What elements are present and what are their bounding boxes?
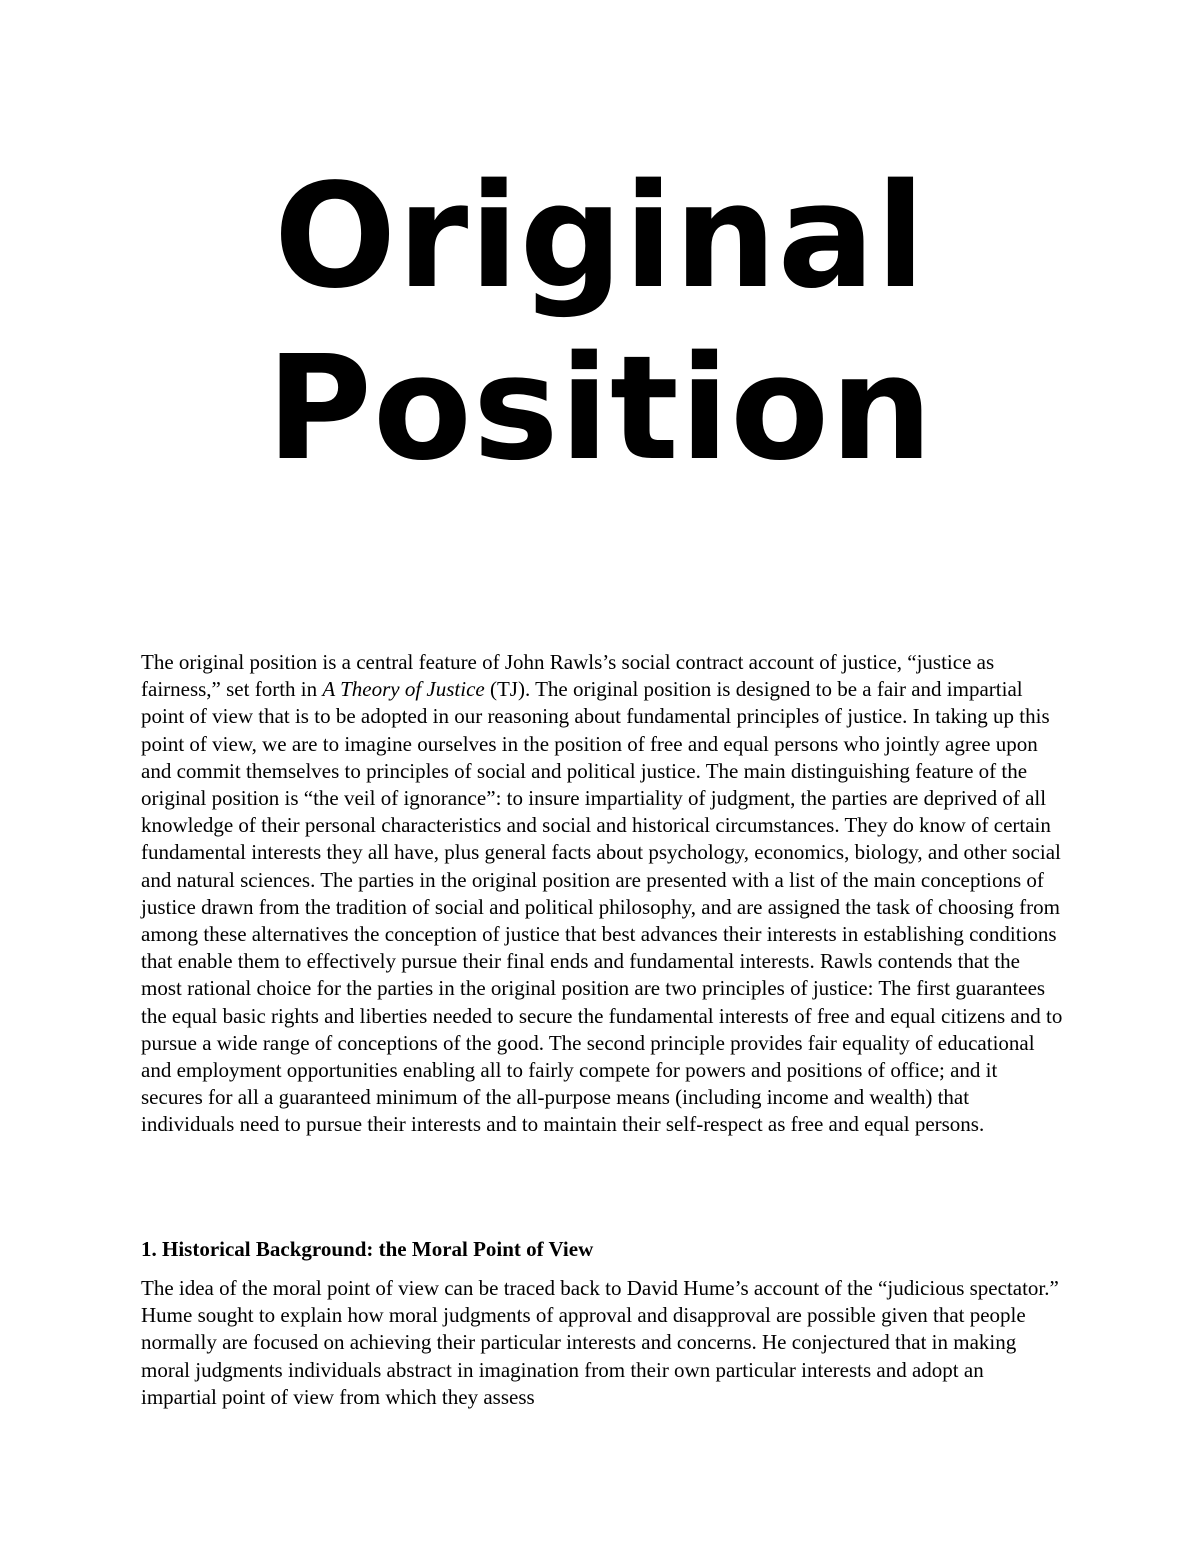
intro-text-start: The original position is a central feature of John Rawls’s social contract account of justice, “justice as fairness,” set forth in: [141, 650, 995, 702]
document-title: [0, 150, 1200, 494]
intro-paragraph: [141, 649, 1063, 1139]
intro-text-rest: (TJ). The original position is designed to be a fair and impartial point of view that is to be adopted in our reasoning about fundamental principles of justice. In taking up this point of view, we are to imagine ourselves in the position of free and equal persons who jointly agree upon and commit themselves to principles of social and political justice. The main distinguishing feature of the original position is “the veil of ignorance”: to insure impartiality of judgment, the parties are deprived of all knowledge of their personal characteristics and social and historical circumstances. They do know of certain fundamental interests they all have, plus general facts about psychology, economics, biology, and other social and natural sciences. The parties in the original position are presented with a list of the main conceptions of justice drawn from the tradition of social and political philosophy, and are assigned the task of choosing from among these alternatives the conception of justice that best advances their interests in establishing conditions that enable them to effectively pursue their final ends and fundamental interests. Rawls contends that the most rational choice for the parties in the original position are two principles of justice: The first guarantees the equal basic rights and liberties needed to secure the fundamental interests of free and equal citizens and to pursue a wide range of conceptions of the good. The second principle provides fair equality of educational and employment opportunities enabling all to fairly compete for powers and positions of office; and it secures for all a guaranteed minimum of the all-purpose means (including income and wealth) that individuals need to pursue their interests and to maintain their self-respect as free and equal persons.: [141, 677, 1063, 1137]
title-line-2: Position: [266, 324, 934, 492]
book-title-italic: A Theory of Justice: [322, 677, 485, 702]
section1-paragraph: The idea of the moral point of view can be traced back to David Hume’s account of the “judicious spectator.” Hume sought to explain how moral judgments of approval and disapproval are possible given that people normally are focused on achieving their particular interests and concerns. He conjectured that in making moral judgments individuals abstract in imagination from their own particular interests and adopt an impartial point of view from which they assess: [141, 1276, 1059, 1409]
section-heading-historical-background: 1. Historical Background: the Moral Point of View: [141, 1237, 594, 1261]
title-line-1: Original: [273, 152, 927, 320]
